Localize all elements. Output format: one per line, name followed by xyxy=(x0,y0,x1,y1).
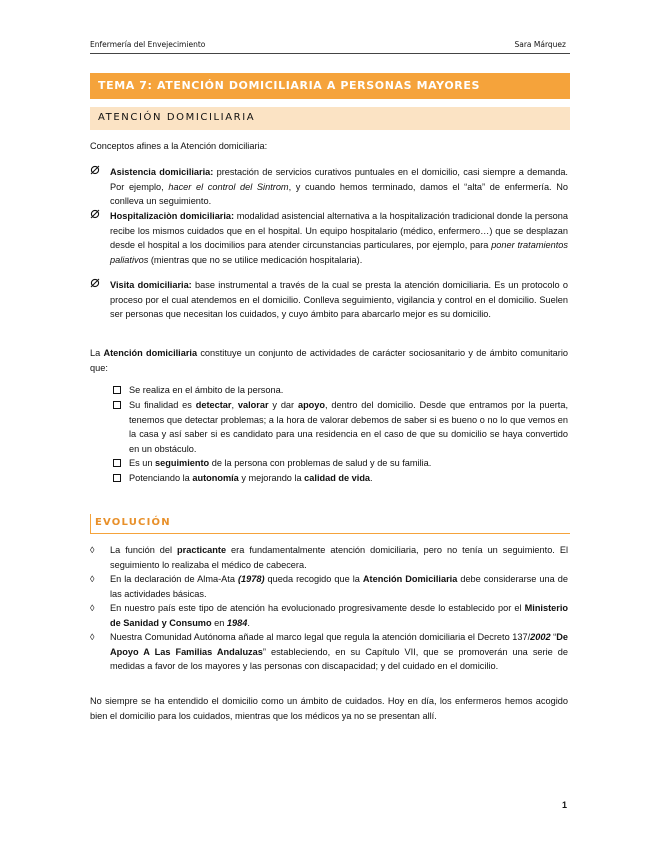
diamond-icon: ◊ xyxy=(90,574,95,584)
list-item: ◊ La función del practicante era fundamentalmente atención domiciliaria, pero no tenía un seguimiento. El seguimiento lo realizaba el médico de cabecera. xyxy=(90,545,569,570)
checkmark-slash-icon xyxy=(90,209,104,224)
section-heading: ATENCIÓN DOMICILIARIA xyxy=(90,107,570,130)
list-item: ◊ En la declaración de Alma-Ata (1978) queda recogido que la Atención Domiciliaria debe considerarse una de las actividades básicas. xyxy=(90,574,568,599)
checkmark-slash-icon xyxy=(90,278,104,293)
square-icon xyxy=(113,459,121,467)
ad-paragraph: La Atención domiciliaria constituye un conjunto de actividades de carácter sociosanitario y de ámbito comunitario que: xyxy=(90,348,568,373)
square-icon xyxy=(113,401,121,409)
diamond-icon: ◊ xyxy=(90,632,95,642)
list-item: Su finalidad es detectar, valorar y dar apoyo, dentro del domicilio. Desde que entramos por la puerta, tenemos que detectar problemas; a la hora de valorar debemos de saber si es bueno o no lo que vemos en la casa y así saber si es candidato para una residencia en el caso de que su domicilio se haya convertido en un obstáculo. xyxy=(113,398,568,456)
closing-paragraph: No siempre se ha entendido el domicilio como un ámbito de cuidados. Hoy en día, los enfermeros hemos acogido bien el domicilio para los cuidados, mientras que los médicos ya no se presentan allí. xyxy=(90,696,568,721)
header-right: Sara Márquez xyxy=(514,40,566,49)
header-left: Enfermería del Envejecimiento xyxy=(90,40,206,49)
list-item: Hospitalizaciòn domiciliaria: modalidad asistencial alternativa a la hospitalización tradicional donde la persona recibe los mismos cuidados que en el hospital. Un equipo hospitalario (médico, enfermero…) que se desplazan desde el hospital a los docimilios para atender circunstancias particulares, por ejemplo, para poner tratamientos paliativos (mientras que no se utilice medicación hospitalaria). xyxy=(90,209,568,267)
list-item: Visita domiciliaria: base instrumental a través de la cual se presta la atención domiciliaria. Es un protocolo o proceso por el cual atendemos en el domicilio. Conlleva seguimiento, vigilancia y control en el domicilio. Suelen ser personas que necesitan los cuidados, y cuyo ámbito para abarcarlo mejor es su domicilio. xyxy=(90,278,568,322)
page-title: TEMA 7: ATENCIÓN DOMICILIARIA A PERSONAS MAYORES xyxy=(90,73,570,99)
list-item: Potenciando la autonomía y mejorando la calidad de vida. xyxy=(113,471,568,486)
square-icon xyxy=(113,474,121,482)
diamond-icon: ◊ xyxy=(90,603,95,613)
list-item: Asistencia domiciliaria: prestación de servicios curativos puntuales en el domicilio, casi siempre a demanda. Por ejemplo, hacer el control del Sintrom, y cuando hemos terminado, damos el “alta” de enfermería. No conlleva un seguimiento. xyxy=(90,165,568,209)
diamond-icon: ◊ xyxy=(90,545,95,555)
intro-text: Conceptos afines a la Atención domiciliaria: xyxy=(90,141,268,151)
page-number: 1 xyxy=(561,800,567,810)
list-item: ◊ En nuestro país este tipo de atención ha evolucionado progresivamente desde lo establecido por el Ministerio de Sanidad y Consumo en 1984. xyxy=(90,603,568,628)
square-icon xyxy=(113,386,121,394)
header-rule xyxy=(90,53,570,54)
list-item: ◊ Nuestra Comunidad Autónoma añade al marco legal que regula la atención domiciliaria el Decreto 137/2002 “De Apoyo A Las Familias Andaluzas” estableciendo, en su Capítulo VII, que se promoverán una serie de medidas a favor de los mayores y las personas con discapacidad; y del cuidado en el domicilio. xyxy=(90,632,568,672)
list-item: Se realiza en el ámbito de la persona. xyxy=(113,383,568,398)
list-item: Es un seguimiento de la persona con problemas de salud y de su familia. xyxy=(113,456,568,471)
checkmark-slash-icon xyxy=(90,165,104,180)
evolucion-heading: EVOLUCIÓN xyxy=(90,514,570,534)
